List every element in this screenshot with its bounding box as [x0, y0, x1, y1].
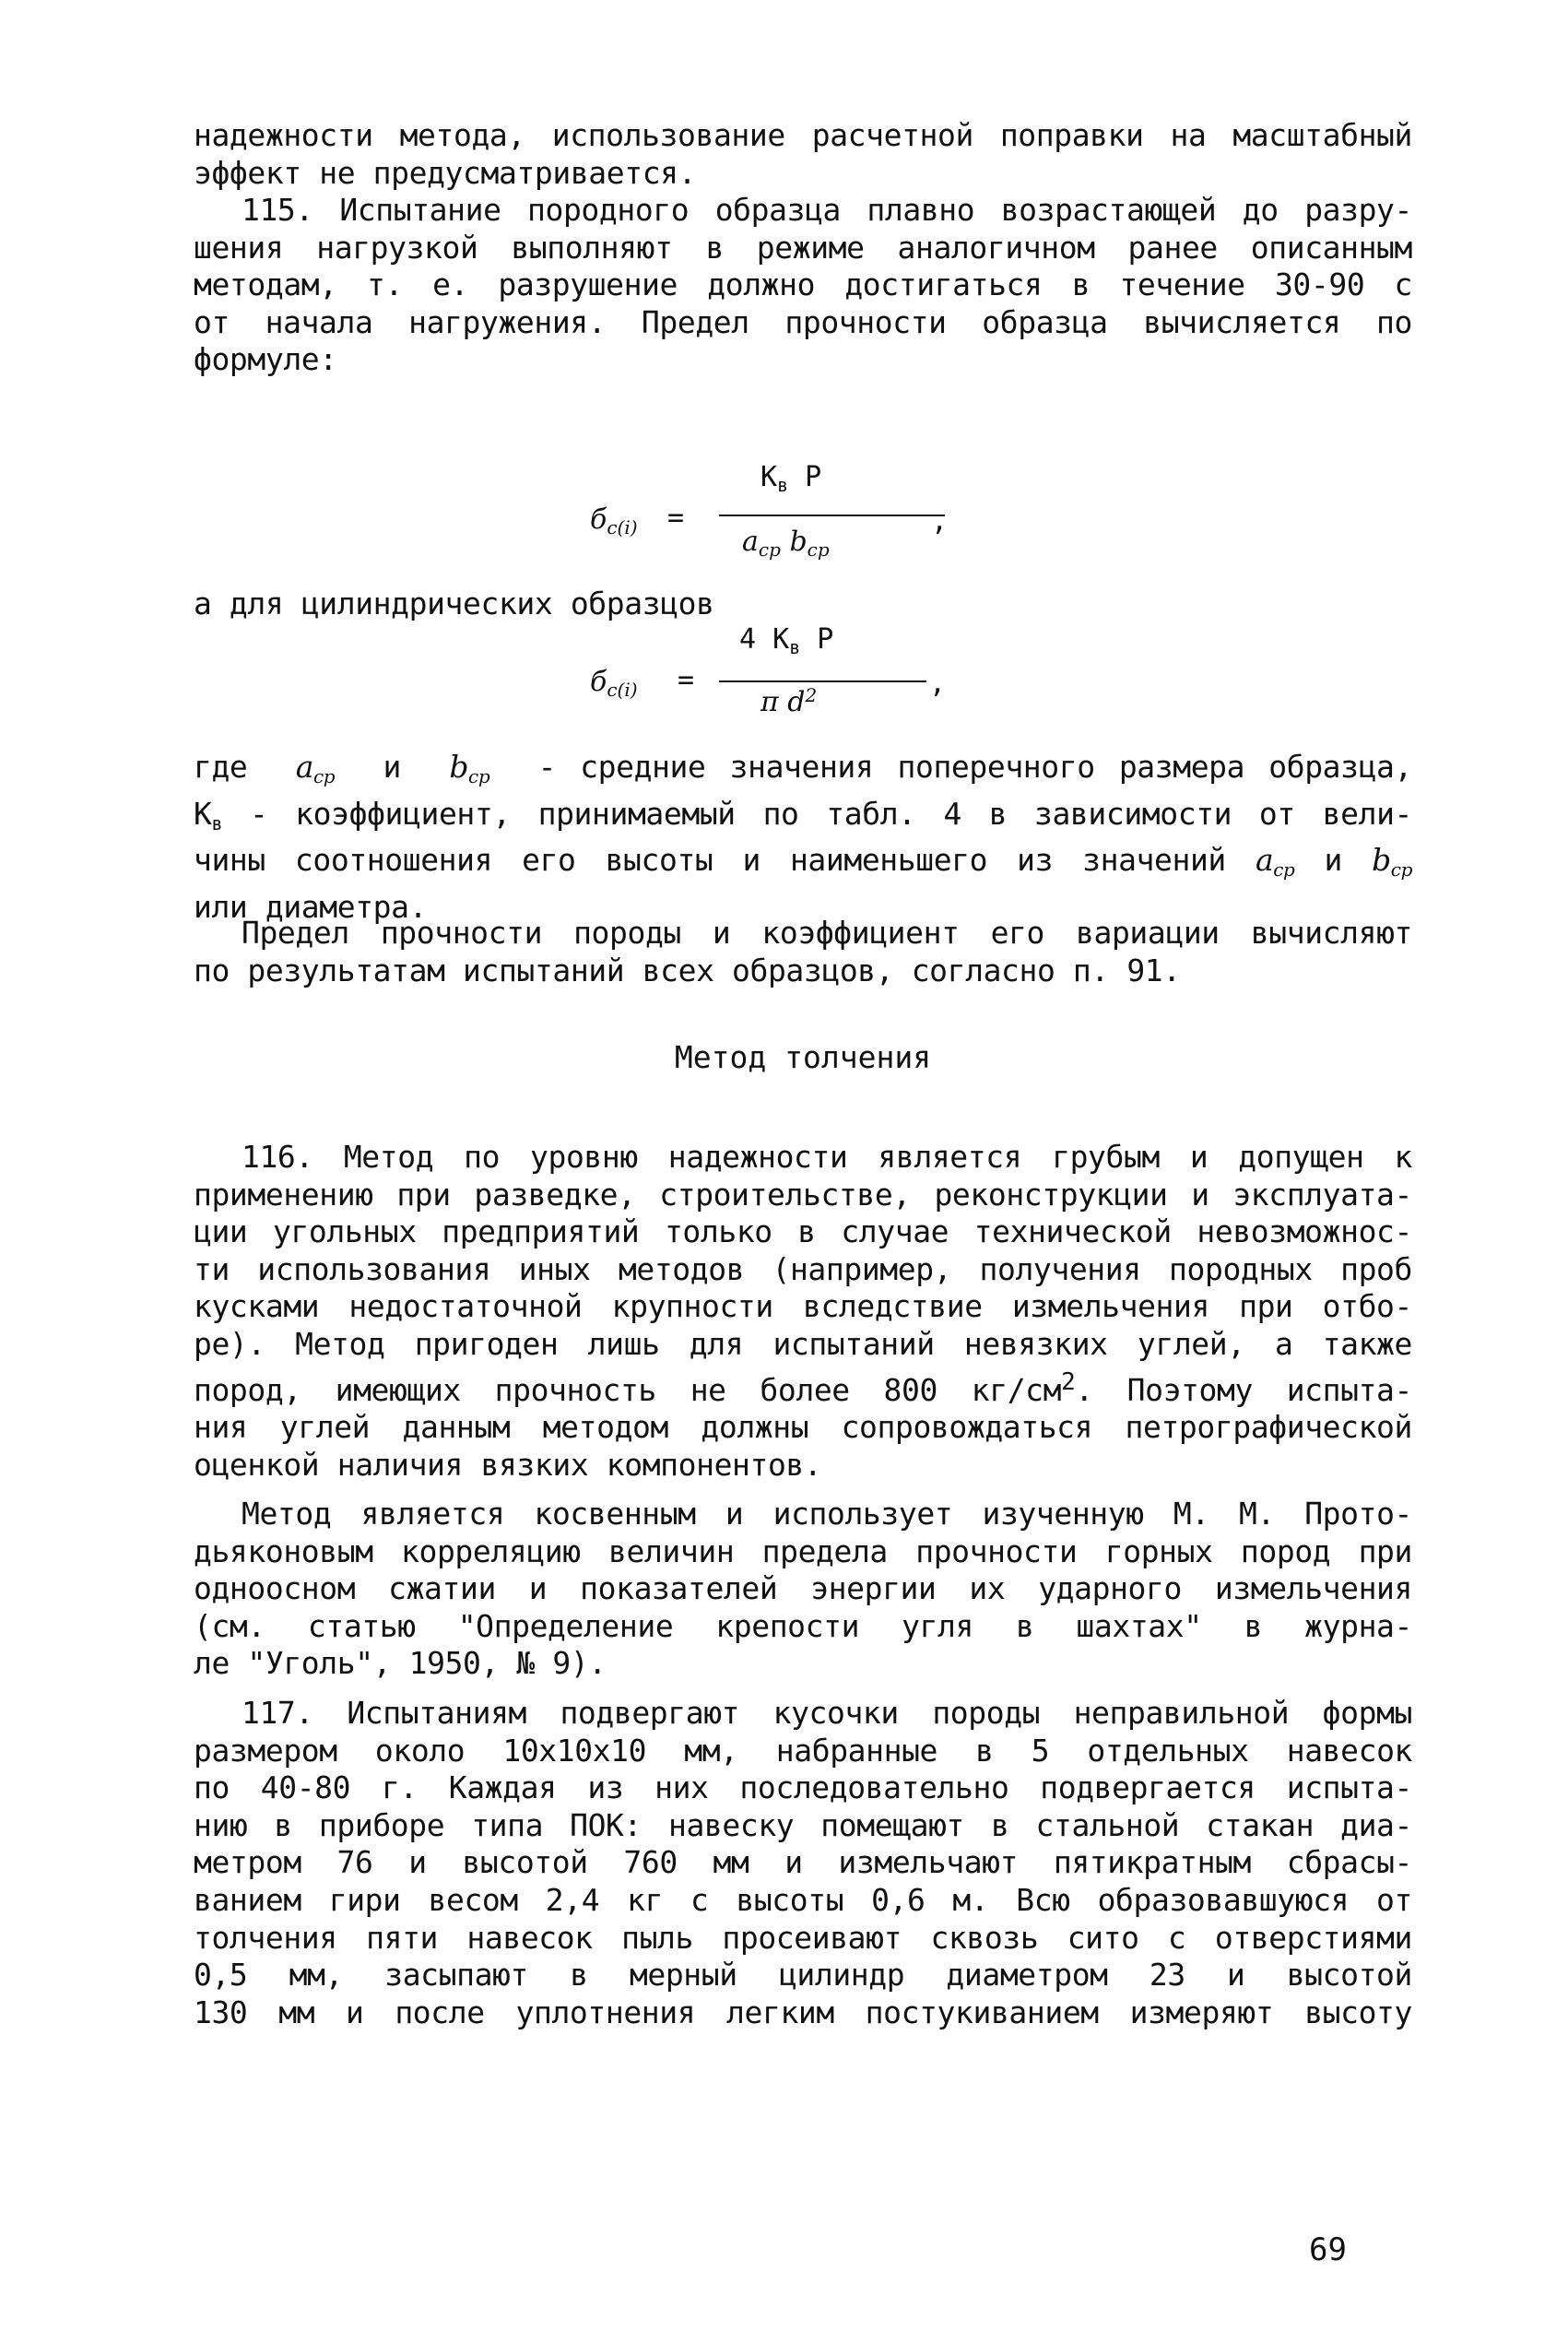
text-line: кусками недостаточной крупности вследствие измельчения при отбо-	[194, 1288, 1412, 1325]
text-line: толчения пяти навесок пыль просеивают сквозь сито с отверстиями	[194, 1919, 1412, 1956]
paragraph-intro	[194, 117, 1412, 192]
text-line: по результатам испытаний всех образцов, согласно п. 91.	[194, 952, 1181, 988]
text-line: 130 мм и после уплотнения легким постукиванием измеряют высоту	[194, 1994, 1412, 2030]
text-line: от начала нагружения. Предел прочности образца вычисляется по	[194, 303, 1412, 340]
text-line: ции угольных предприятий только в случае технической невозможнос-	[194, 1213, 1412, 1250]
text-line: ния углей данным методом должны сопровождаться петрографической	[194, 1409, 1412, 1446]
text-line: оценкой наличия вязких компонентов.	[194, 1446, 822, 1483]
paragraph-definitions	[194, 749, 1412, 926]
paragraph-cylindrical	[194, 586, 1412, 623]
text-line: (см. статью "Определение крепости угля в шахтах" в журна-	[194, 1607, 1412, 1644]
text-line: а для цилиндрических образцов	[194, 586, 714, 621]
text-line: 0,5 мм, засыпают в мерный цилиндр диаметром 23 и высотой	[194, 1957, 1412, 1994]
text-line: или диаметра.	[194, 888, 428, 925]
formula-comma: ,	[931, 505, 949, 538]
text-line: ванием гири весом 2,4 кг с высоты 0,6 м. Всю образовавшуюся от	[194, 1881, 1412, 1918]
text-line: дьяконовым корреляцию величин предела прочности горных пород при	[194, 1532, 1412, 1569]
page-number: 69	[1309, 2231, 1347, 2268]
text-line: ле "Уголь", 1950, № 9).	[194, 1645, 607, 1682]
formula-numerator: 4 $К_в$ Р	[739, 623, 834, 658]
text-line: пород, имеющих прочность не более 800 $кг/см^2$. Поэтому испыта-	[194, 1367, 1412, 1408]
text-line: надежности метода, использование расчетной поправки на масштабный	[194, 117, 1412, 153]
formula-denominator: $а_{ср}$ $b_{ср}$	[742, 526, 830, 561]
fraction-bar	[719, 515, 945, 516]
text-line: Метод является косвенным и использует изученную М. М. Прото-	[242, 1496, 1412, 1532]
text-line: ти использования иных методов (например, получения породных проб	[194, 1250, 1412, 1287]
text-line: 115. Испытание породного образца плавно возрастающей до разру-	[242, 192, 1412, 228]
paragraph-indirect-method	[194, 1496, 1412, 1683]
paragraph-116	[194, 1139, 1412, 1484]
text-line: где $а_{ср}$ и $b_{ср}$ - средние значения поперечного размера образца,	[194, 749, 1412, 787]
text-line: нию в приборе типа ПОК: навеску помещают в стальной стакан диа-	[194, 1806, 1412, 1843]
text-line: одноосном сжатии и показателей энергии их ударного измельчения	[194, 1570, 1412, 1607]
formula-cylindrical	[590, 623, 959, 725]
text-line: 116. Метод по уровню надежности является грубым и допущен к	[242, 1139, 1412, 1175]
text-line: чины соотношения его высоты и наименьшего из значений $а_{ср}$ и $b_{ср}$	[194, 842, 1413, 882]
formula-comma: ,	[929, 668, 947, 700]
paragraph-strength	[194, 915, 1412, 989]
text-line: Предел прочности породы и коэффициент его вариации вычисляют	[242, 915, 1412, 951]
text-line: эффект не предусматривается.	[194, 154, 697, 191]
formula-denominator: π $d^2$	[760, 684, 818, 718]
text-line: 117. Испытаниям подвергают кусочки породы неправильной формы	[242, 1695, 1412, 1731]
text-line: применению при разведке, строительстве, реконструкции и эксплуата-	[194, 1176, 1412, 1213]
text-line: формуле:	[194, 341, 337, 378]
formula-numerator: $К_в$ Р	[760, 461, 822, 496]
text-line: метром 76 и высотой 760 мм и измельчают пятикратным сбрасы-	[194, 1844, 1412, 1881]
text-line: методам, т. е. разрушение должно достигаться в течение 30-90 с	[194, 266, 1412, 303]
text-line: ре). Метод пригоден лишь для испытаний невязких углей, а также	[194, 1325, 1412, 1362]
section-heading: Метод толчения	[674, 1039, 932, 1075]
formula-rectangular	[590, 461, 959, 572]
text-line: шения нагрузкой выполняют в режиме аналогичном ранее описанным	[194, 229, 1412, 266]
paragraph-115	[194, 192, 1412, 379]
paragraph-117	[194, 1695, 1412, 2031]
text-line: размером около 10х10х10 мм, набранные в 5 отдельных навесок	[194, 1732, 1412, 1769]
formula-lhs: $б_{с(i)}$	[590, 503, 638, 538]
text-line: $К_в$ - коэффициент, принимаемый по табл. 4 в зависимости от вели-	[194, 795, 1413, 834]
formula-equals: =	[678, 664, 695, 696]
formula-equals: =	[667, 502, 685, 534]
fraction-bar	[719, 680, 926, 682]
formula-lhs: $б_{с(i)}$	[590, 666, 638, 701]
text-line: по 40-80 г. Каждая из них последовательно подвергается испыта-	[194, 1769, 1412, 1806]
